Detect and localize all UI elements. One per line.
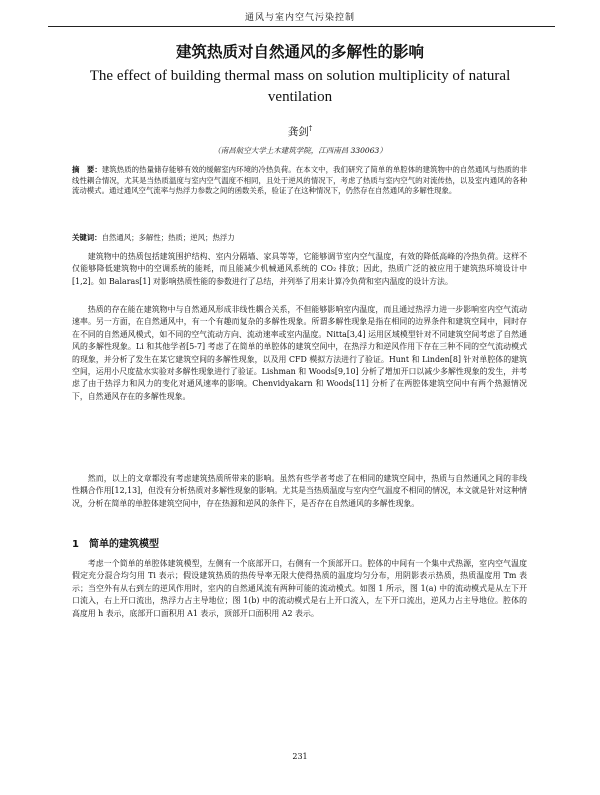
header-divider [48,26,555,27]
keywords-text: 自然通风；多解性；热质；逆风；热浮力 [101,233,235,242]
paper-title-english: The effect of building thermal mass on solution multiplicity of natural ventilation [89,68,511,105]
keywords [72,232,527,243]
page-number: 231 [292,752,308,761]
affiliation: （南昌航空大学土木建筑学院，江西南昌 330063） [213,146,387,155]
paper-title-chinese: 建筑热质对自然通风的多解性的影响 [175,43,424,61]
author-mark: † [308,124,313,133]
section-title: 简单的建筑模型 [88,539,159,550]
body-paragraph: 建筑物中的热质包括建筑围护结构、室内分隔墙、家具等等，它能够调节室内空气温度，有效的降低高峰的冷热负荷。这样不仅能够降低建筑物中的空调系统的能耗，而且能减少机械通风系统的 CO₂ 排放；因此，热质广泛的被应用于建筑热环境设计中[1,2]。如 Balaras[1] 对影响热质性能的参数进行了总结，并列举了用来计算冷负荷和室内温度的设计方法。 [72,252,527,286]
body-paragraph: 然而，以上的文章都没有考虑建筑热质所带来的影响。虽然有些学者考虑了在相同的建筑空间中，热质与自然通风之间的非线性耦合作用[12,13]，但没有分析热质对多解性现象的影响。尤其是当热质温度与室内空气温度不相同的情况，本文就是针对这种情况，分析在简单的单腔体建筑空间中，存在热源和逆风的条件下，是否存在自然通风的多解性现象。 [72,474,527,508]
body-paragraph: 热质的存在能在建筑物中与自然通风形成非线性耦合关系，不但能够影响室内温度，而且通过热浮力进一步影响室内空气流动速率。另一方面，在自然通风中，有一个有趣而复杂的多解性现象。所谓多解性现象是指在相同的边界条件和建筑空间中，同时存在不同的自然通风模式，如不同的空气流动方向、流动速率或室内温度。Nitta[3,4] 运用区域模型针对不同建筑空间考虑了自然通风的多解性现象。Li 和其他学者[5-7] 考虑了在简单的单腔体的建筑空间中，在热浮力和逆风作用下存在三种不同的空气流动模式的现象，并分析了发生在某它建筑空间的多解性现象，以及用 CFD 模拟方法进行了验证。Hunt 和 Linden[8] 针对单腔体的建筑空间，运用小尺度盐水实验对多解性现象进行了验证。Lishman 和 Woods[9,10] 分析了增加开口以减少多解性现象的发生，并考虑了由于热浮力和风力的变化对通风速率的影响。Chenvidyakarn 和 Woods[11] 分析了在两腔体建筑空间中有两个热源情况下，自然通风存在的多解性现象。 [72,305,527,401]
abstract-text: 建筑热质的热量储存能够有效的缓解室内环境的冷热负荷。在本文中，我们研究了简单的单腔体的建筑物中的自然通风与热质的非线性耦合情况，尤其是当热质温度与室内空气温度不相同，且处于逆风的情况下，考虑了热质与室内空气的对流传热，以及室内通风的各种流动模式。通过通风空气流率与热浮力参数之间的函数关系，验证了在这种情况下，仍然存在自然通风的多解性现象。 [72,165,527,196]
section-number: 1 [72,539,79,550]
section-heading [72,535,159,550]
author [0,124,600,139]
body-paragraph: 考虑一个简单的单腔体建筑模型，左侧有一个底部开口，右侧有一个顶部开口。腔体的中间有一个集中式热源，室内空气温度假定充分混合均匀用 Ti 表示；假设建筑热质的热传导率无限大使得热质的温度均匀分布，用阴影表示热质，热质温度用 Tm 表示；当空外有从右到左的逆风作用时，室内的自然通风流有两种可能的流动模式。如图 1 所示，图 1(a) 中的流动模式是从左下开口流入，右上开口流出，热浮力占主导地位；图 1(b) 中的流动模式是右上开口流入，左下开口流出，逆风力占主导地位。腔体的高度用 h 表示，底部开口面积用 A1 表示，顶部开口面积用 A2 表示。 [72,559,527,618]
keywords-label: 关键词： [72,233,102,242]
running-head: 通风与室内空气污染控制 [244,13,355,23]
abstract-label: 摘 要： [72,165,102,174]
abstract [72,165,527,197]
author-name: 龚剑 [287,126,309,138]
